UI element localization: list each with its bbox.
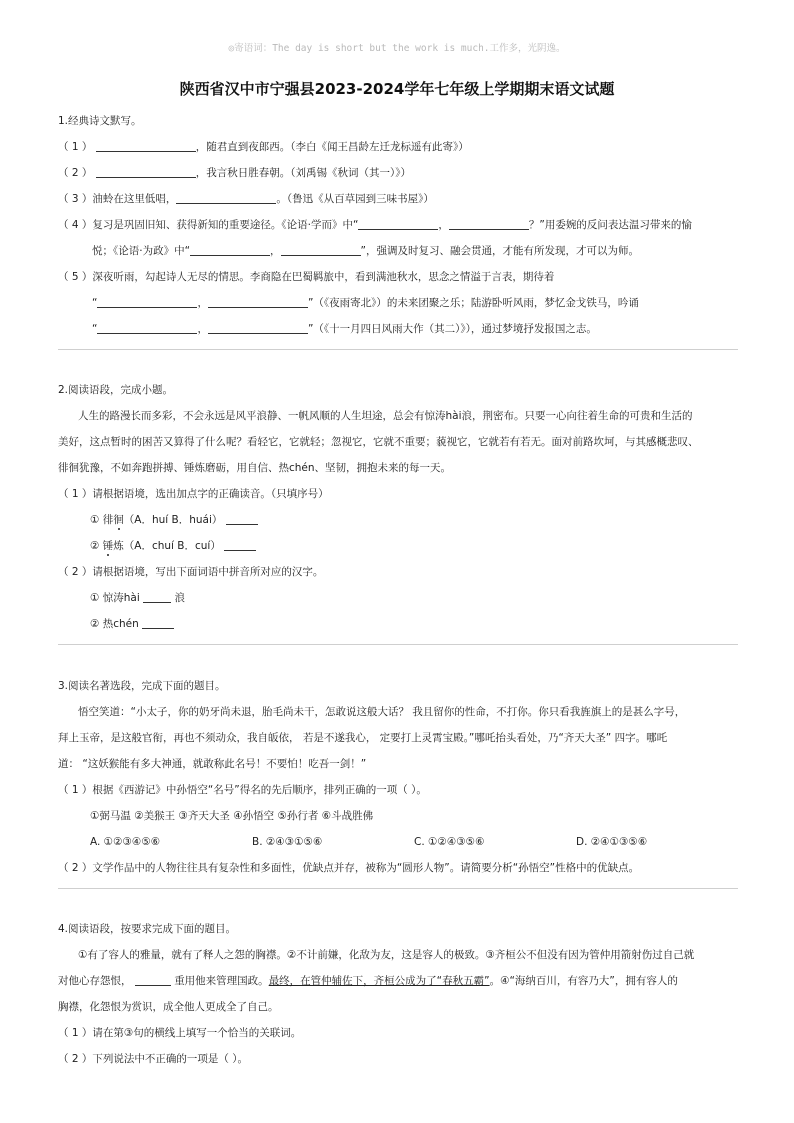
q3-sub-1: （ 1 ）根据《西游记》中孙悟空“名号”得名的先后顺序，排列正确的一项（ ）。 bbox=[58, 784, 427, 796]
q2-option-3-text: ① 惊涛hài bbox=[90, 592, 140, 604]
q4-passage-text-b: 重用他来管理国政。 bbox=[174, 975, 269, 987]
q2-option-1-char-1: 徘 bbox=[102, 514, 114, 526]
q2-option-4-text: ② 热chén bbox=[90, 618, 139, 630]
q1-item-5-line-3 bbox=[58, 316, 738, 342]
question-4 bbox=[58, 916, 738, 1072]
question-3 bbox=[58, 673, 738, 881]
q1-item-5-comma-2: ， bbox=[197, 323, 208, 335]
q1-item-2-text: ，我言秋日胜春朝。（刘禹锡《秋词（其一）》） bbox=[195, 167, 411, 179]
answer-blank[interactable] bbox=[96, 164, 196, 178]
question-1 bbox=[58, 108, 738, 342]
q2-passage-line-3: 徘徊犹豫，不如奔跑拼搏、锤炼磨砺，用自信、热chén、坚韧，拥抱未来的每一天。 bbox=[58, 462, 452, 474]
q1-item-4-text-f: ”，强调及时复习、融会贯通，才能有所发现，才可以为师。 bbox=[360, 245, 639, 257]
q2-passage-line-2: 美好，这点暂时的困苦又算得了什么呢？看轻它，它就轻；忽视它，它就不重要；藐视它，它就若有若无。面对前路坎坷，与其感概悲叹、 bbox=[58, 436, 699, 448]
q4-sub-2: （ 2 ）下列说法中不正确的一项是（ ）。 bbox=[58, 1053, 248, 1065]
answer-blank[interactable] bbox=[281, 242, 361, 256]
q1-item-4-comma: ， bbox=[438, 219, 449, 231]
q2-option-2 bbox=[58, 533, 738, 559]
answer-blank[interactable] bbox=[176, 190, 276, 204]
q3-name-list: ①弼马温 ②美猴王 ③齐天大圣 ④孙悟空 ⑤孙行者 ⑥斗战胜佛 bbox=[90, 810, 374, 822]
q3-sub-2: （ 2 ）文学作品中的人物往往具有复杂性和多面性，优缺点并存，被称为“圆形人物”。请简要分析“孙悟空”性格中的优缺点。 bbox=[58, 862, 640, 874]
q4-passage-line-1: ①有了容人的雅量，就有了释人之怨的胸襟。②不计前嫌，化敌为友，这是容人的极致。③齐桓公不但没有因为管仲用箭射伤过自己就 bbox=[78, 949, 695, 961]
emphasis-dot-char: 锤 bbox=[102, 540, 114, 552]
q1-item-5-text-b: ”（《十一月四日风雨大作（其二）》），通过梦境抒发报国之志。 bbox=[307, 323, 597, 335]
answer-blank[interactable] bbox=[358, 216, 438, 230]
q1-item-4-line-1 bbox=[58, 212, 738, 238]
q1-item-4-comma-2: ， bbox=[270, 245, 281, 257]
q4-passage-text-a: 对他心存怨恨， bbox=[58, 975, 132, 987]
q1-item-3-text-b: 。（鲁迅《从百草园到三味书屋》） bbox=[276, 193, 434, 205]
q4-passage-line-3: 胸襟，化怨恨为赏识，成全他人更成全了自己。 bbox=[58, 1001, 279, 1013]
answer-blank[interactable] bbox=[208, 320, 308, 334]
q3-passage-line-1: 悟空笑道：“小太子，你的奶牙尚未退，胎毛尚未干，怎敢说这般大话？ 我且留你的性命，不打你。你只看我旌旗上的是甚么字号， bbox=[78, 706, 686, 718]
q1-item-5-quote-open: “ bbox=[92, 297, 98, 309]
answer-blank[interactable] bbox=[142, 615, 174, 629]
q1-item-2 bbox=[58, 160, 738, 186]
q2-option-3 bbox=[58, 585, 738, 611]
q1-item-4-text-d: 悦；《论语·为政》中“ bbox=[92, 245, 191, 257]
q1-item-4-text-a: （ 4 ）复习是巩固旧知、获得新知的重要途径。《论语·学而》中“ bbox=[58, 219, 359, 231]
q1-item-5-line-1: （ 5 ）深夜听雨，勾起诗人无尽的情思。李商隐在巴蜀羁旅中，看到满池秋水，思念之情溢于言表，期待着 bbox=[58, 271, 555, 283]
answer-blank[interactable] bbox=[96, 138, 196, 152]
answer-blank[interactable] bbox=[97, 294, 197, 308]
q1-item-1-number: （ 1 ） bbox=[58, 141, 93, 153]
answer-blank[interactable] bbox=[449, 216, 529, 230]
q2-option-1 bbox=[58, 507, 738, 533]
answer-blank[interactable] bbox=[226, 511, 258, 525]
q2-sub-2: （ 2 ）请根据语境，写出下面词语中拼音所对应的汉字。 bbox=[58, 566, 324, 578]
watermark-motto: ◎寄语词：The day is short but the work is much.工作多，光阴逸。 bbox=[228, 43, 566, 54]
question-1-heading: 1.经典诗文默写。 bbox=[58, 115, 142, 127]
question-2-heading: 2.阅读语段，完成小题。 bbox=[58, 384, 174, 396]
section-divider bbox=[58, 888, 738, 889]
answer-blank[interactable] bbox=[97, 320, 197, 334]
q2-option-3-suffix: 浪 bbox=[174, 592, 185, 604]
q4-passage-text-d: 。④“海纳百川，有容乃大”，拥有容人的 bbox=[489, 975, 678, 987]
q2-passage-line-1: 人生的路漫长而多彩，不会永远是风平浪静、一帆风顺的人生坦途，总会有惊涛hài浪，荆密布。只要一心向往着生命的可贵和生活的 bbox=[78, 410, 693, 422]
answer-blank[interactable] bbox=[224, 537, 256, 551]
answer-blank[interactable] bbox=[190, 242, 270, 256]
q1-item-5-line-2 bbox=[58, 290, 738, 316]
q1-item-1 bbox=[58, 134, 738, 160]
q1-item-3-text-a: （ 3 ）油蛉在这里低唱， bbox=[58, 193, 177, 205]
q1-item-5-text-a: ”（《夜雨寄北》）的未来团聚之乐；陆游卧听风雨，梦忆金戈铁马，吟诵 bbox=[307, 297, 639, 309]
q3-choices bbox=[58, 829, 738, 855]
q3-passage-line-3: 道： “这妖猴能有多大神通，就敢称此名号！不要怕！吃吾一剑！” bbox=[58, 758, 367, 770]
emphasis-dot-char: 徊 bbox=[113, 514, 124, 526]
q2-option-2-pinyin: 炼（A．chuí B．cuí） bbox=[113, 540, 221, 552]
q2-option-4 bbox=[58, 611, 738, 637]
q1-item-3 bbox=[58, 186, 738, 212]
choice-c[interactable]: C. ①②④③⑤⑥ bbox=[414, 836, 485, 848]
q3-passage-line-2: 拜上玉帝，是这般官衔，再也不须动众，我自皈依， 若是不遂我心， 定要打上灵霄宝殿。”哪吒抬头看处，乃“齐天大圣” 四字。哪吒 bbox=[58, 732, 668, 744]
page-title: 陕西省汉中市宁强县2023-2024学年七年级上学期期末语文试题 bbox=[179, 80, 615, 98]
section-divider bbox=[58, 349, 738, 350]
answer-blank[interactable] bbox=[143, 589, 171, 603]
choice-d[interactable]: D. ②④①③⑤⑥ bbox=[576, 836, 648, 848]
choice-a[interactable]: A. ①②③④⑤⑥ bbox=[90, 836, 161, 848]
answer-blank[interactable] bbox=[135, 972, 171, 986]
choice-b[interactable]: B. ②④③①⑤⑥ bbox=[252, 836, 323, 848]
q2-option-1-pinyin: （A．huí B．huái） bbox=[123, 514, 223, 526]
question-4-heading: 4.阅读语段，按要求完成下面的题目。 bbox=[58, 923, 237, 935]
q1-item-1-text: ，随君直到夜郎西。（李白《闻王昌龄左迁龙标遥有此寄》） bbox=[195, 141, 469, 153]
answer-blank[interactable] bbox=[208, 294, 308, 308]
q1-item-5-quote-open-2: “ bbox=[92, 323, 98, 335]
q4-passage-line-2 bbox=[58, 968, 738, 994]
q1-item-4-text-c: ？”用委婉的反问表达温习带来的愉 bbox=[528, 219, 692, 231]
q4-sub-1: （ 1 ）请在第③句的横线上填写一个恰当的关联词。 bbox=[58, 1027, 302, 1039]
q2-option-1-number: ① bbox=[90, 514, 103, 526]
underlined-sentence: 最终，在管仲辅佐下，齐桓公成为了“春秋五霸” bbox=[268, 975, 490, 987]
q1-item-2-number: （ 2 ） bbox=[58, 167, 93, 179]
q1-item-4-line-2 bbox=[58, 238, 738, 264]
question-2 bbox=[58, 377, 738, 637]
q1-item-5-comma: ， bbox=[197, 297, 208, 309]
q2-option-2-number: ② bbox=[90, 540, 103, 552]
question-3-heading: 3.阅读名著选段，完成下面的题目。 bbox=[58, 680, 226, 692]
q2-sub-1: （ 1 ）请根据语境，选出加点字的正确读音。（只填序号） bbox=[58, 488, 329, 500]
section-divider bbox=[58, 644, 738, 645]
